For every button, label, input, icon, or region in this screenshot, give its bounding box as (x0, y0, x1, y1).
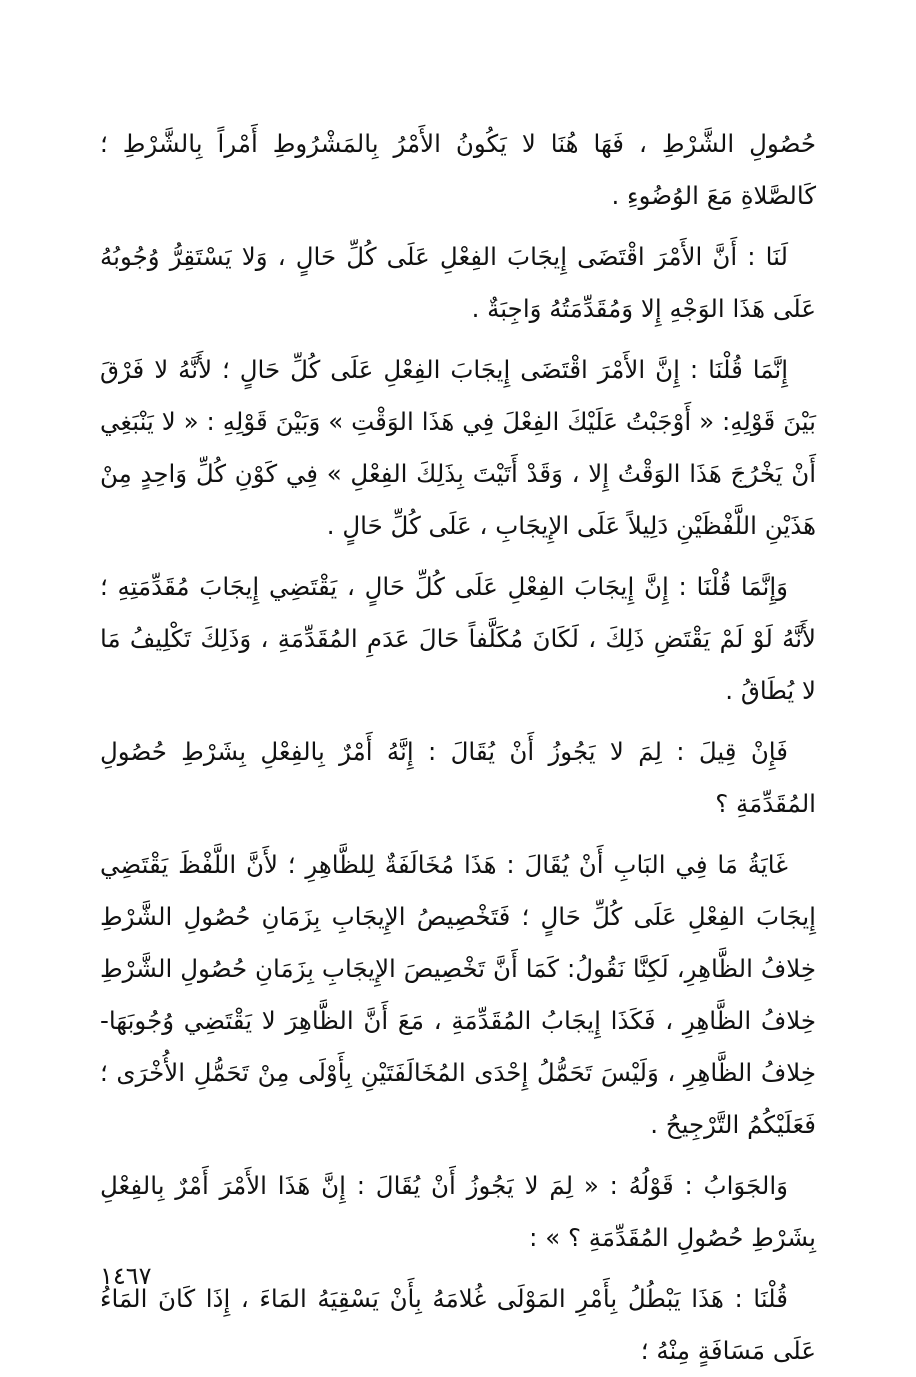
page-number: ١٤٦٧ (100, 1262, 152, 1290)
paragraph-4: وَإِنَّمَا قُلْنَا : إِنَّ إِيجَابَ الفِعْلِ عَلَى كُلِّ حَالٍ ، يَقْتَضِي إِيجَابَ مُقَدِّمَتِهِ ؛ لأَنَّهُ لَوْ لَمْ يَقْتَضِ ذَلِكَ ، لَكَانَ مُكَلَّفاً حَالَ عَدَمِ المُقَدِّمَةِ ، وَذَلِكَ تَكْلِيفُ مَا لا يُطَاقُ . (100, 572, 816, 705)
paragraph-5: فَإِنْ قِيلَ : لِمَ لا يَجُوزُ أَنْ يُقَالَ : إِنَّهُ أَمْرٌ بِالفِعْلِ بِشَرْطِ حُصُولِ المُقَدِّمَةِ ؟ (100, 737, 816, 818)
paragraph-6: غَايَةُ مَا فِي البَابِ أَنْ يُقَالَ : هَذَا مُخَالَفَةٌ لِلظَّاهِرِ ؛ لأَنَّ اللَّفْظَ يَقْتَضِي إِيجَابَ الفِعْلِ عَلَى كُلِّ حَالٍ ؛ فَتَخْصِيصُ الإِيجَابِ بِزَمَانِ حُصُولِ الشَّرْطِ خِلافُ الظَّاهِرِ، لَكِنَّا نَقُولُ: كَمَا أَنَّ تَخْصِيصَ الإِيجَابِ بِزَمَانِ حُصُولِ الشَّرْطِ خِلافُ الظَّاهِرِ ، فَكَذَا إِيجَابُ المُقَدِّمَةِ ، مَعَ أَنَّ الظَّاهِرَ لا يَقْتَضِي وُجُوبَهَا- خِلافُ الظَّاهِرِ ، وَلَيْسَ تَحَمُّلُ إِحْدَى المُخَالَفَتَيْنِ بِأَوْلَى مِنْ تَحَمُّلِ الأُخْرَى ؛ فَعَلَيْكُمُ التَّرْجِيحُ . (100, 850, 816, 1139)
paragraph-8: قُلْنَا : هَذَا يَبْطُلُ بِأَمْرِ المَوْلَى غُلامَهُ بِأَنْ يَسْقِيَهُ المَاءَ ، إِذَا كَانَ المَاءُ عَلَى مَسَافَةٍ مِنْهُ ؛ (100, 1284, 816, 1365)
page-content (100, 118, 816, 1365)
paragraph-2: لَنَا : أَنَّ الأَمْرَ اقْتَضَى إِيجَابَ الفِعْلِ عَلَى كُلِّ حَالٍ ، وَلا يَسْتَقِرُّ وُجُوبُهُ عَلَى هَذَا الوَجْهِ إِلا وَمُقَدِّمَتُهُ وَاجِبَةٌ . (100, 242, 816, 323)
paragraph-3: إِنَّمَا قُلْنَا : إِنَّ الأَمْرَ اقْتَضَى إِيجَابَ الفِعْلِ عَلَى كُلِّ حَالٍ ؛ لأَنَّهُ لا فَرْقَ بَيْنَ قَوْلِهِ: « أَوْجَبْتُ عَلَيْكَ الفِعْلَ فِي هَذَا الوَقْتِ » وَبَيْنَ قَوْلِهِ : « لا يَنْبَغِي أَنْ يَخْرُجَ هَذَا الوَقْتُ إِلا ، وَقَدْ أَتَيْتَ بِذَلِكَ الفِعْلِ » فِي كَوْنِ كُلِّ وَاحِدٍ مِنْ هَذَيْنِ اللَّفْظَيْنِ دَلِيلاً عَلَى الإِيجَابِ ، عَلَى كُلِّ حَالٍ . (100, 355, 816, 540)
paragraph-1: حُصُولِ الشَّرْطِ ، فَهَا هُنَا لا يَكُونُ الأَمْرُ بِالمَشْرُوطِ أَمْراً بِالشَّرْطِ ؛ كَالصَّلاةِ مَعَ الوُضُوءِ . (100, 129, 816, 210)
paragraph-7: وَالجَوَابُ : قَوْلُهُ : « لِمَ لا يَجُوزُ أَنْ يُقَالَ : إِنَّ هَذَا الأَمْرَ أَمْرٌ بِالفِعْلِ بِشَرْطِ حُصُولِ المُقَدِّمَةِ ؟ » : (100, 1171, 816, 1252)
body-text (100, 118, 816, 1377)
